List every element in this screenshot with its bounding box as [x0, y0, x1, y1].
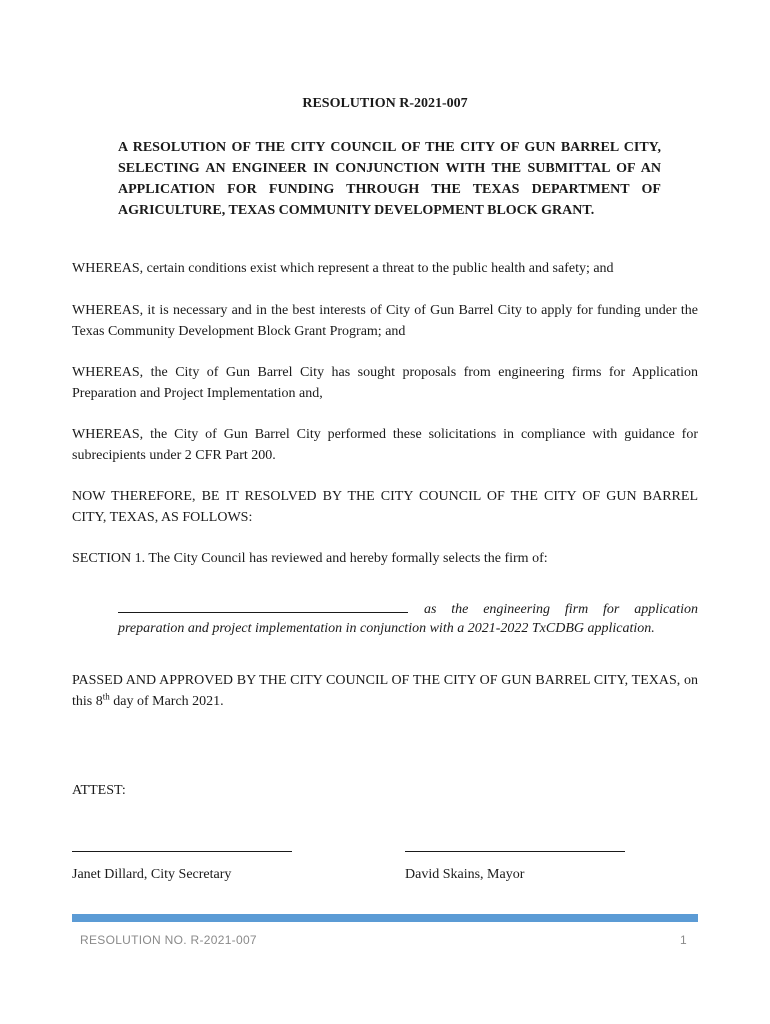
firm-name-blank: [118, 600, 408, 613]
whereas-paragraph-3: WHEREAS, the City of Gun Barrel City has sought proposals from engineering firms for Application Preparation and Project Implementation and,: [72, 365, 698, 401]
section-1-paragraph: SECTION 1. The City Council has reviewed and hereby formally selects the firm of:: [72, 551, 548, 566]
footer-page-number: 1: [680, 933, 687, 947]
signatory-secretary: Janet Dillard, City Secretary: [72, 867, 232, 882]
signature-line-secretary: [72, 851, 292, 852]
resolved-paragraph: NOW THEREFORE, BE IT RESOLVED BY THE CITY COUNCIL OF THE CITY OF GUN BARREL CITY, TEXAS, AS FOLLOWS:: [72, 489, 698, 525]
passed-text-part-2: day of March 2021.: [109, 694, 224, 709]
whereas-paragraph-1: WHEREAS, certain conditions exist which represent a threat to the public health and safety; and: [72, 261, 614, 276]
firm-word: firm: [564, 602, 589, 617]
footer-divider-bar: [72, 914, 698, 922]
passed-superscript: th: [102, 691, 110, 702]
attest-label: ATTEST:: [72, 783, 126, 798]
passed-text-part-1: PASSED AND APPROVED BY THE CITY COUNCIL OF THE CITY OF GUN BARREL CITY, TEXAS, on this 8: [72, 673, 698, 709]
firm-word: engineering: [483, 602, 551, 617]
whereas-paragraph-4: WHEREAS, the City of Gun Barrel City performed these solicitations in compliance with guidance for subrecipients under 2 CFR Part 200.: [72, 427, 698, 463]
firm-word: application: [634, 602, 698, 617]
resolution-heading: A RESOLUTION OF THE CITY COUNCIL OF THE CITY OF GUN BARREL CITY, SELECTING AN ENGINEER IN CONJUNCTION WITH THE SUBMITTAL OF AN APPLICATION FOR FUNDING THROUGH THE TEXAS DEPARTMENT OF AGRICULTURE, TEXAS COMMUNITY DEVELOPMENT BLOCK GRANT.: [118, 140, 661, 218]
passed-paragraph: [72, 670, 698, 712]
signature-line-mayor: [405, 851, 625, 852]
signatory-mayor: David Skains, Mayor: [405, 867, 525, 882]
firm-line-2-text: preparation and project implementation in conjunction with a 2021-2022 TxCDBG application.: [118, 621, 655, 636]
firm-word: the: [451, 602, 469, 617]
firm-word: for: [603, 602, 620, 617]
firm-word: as: [424, 602, 437, 617]
resolution-title: RESOLUTION R-2021-007: [302, 96, 468, 111]
whereas-paragraph-2: WHEREAS, it is necessary and in the best interests of City of Gun Barrel City to apply for funding under the Texas Community Development Block Grant Program; and: [72, 303, 698, 339]
firm-selection-block: [118, 600, 698, 638]
footer-resolution-number: RESOLUTION NO. R-2021-007: [80, 933, 257, 947]
firm-line-1-text: [424, 600, 698, 619]
